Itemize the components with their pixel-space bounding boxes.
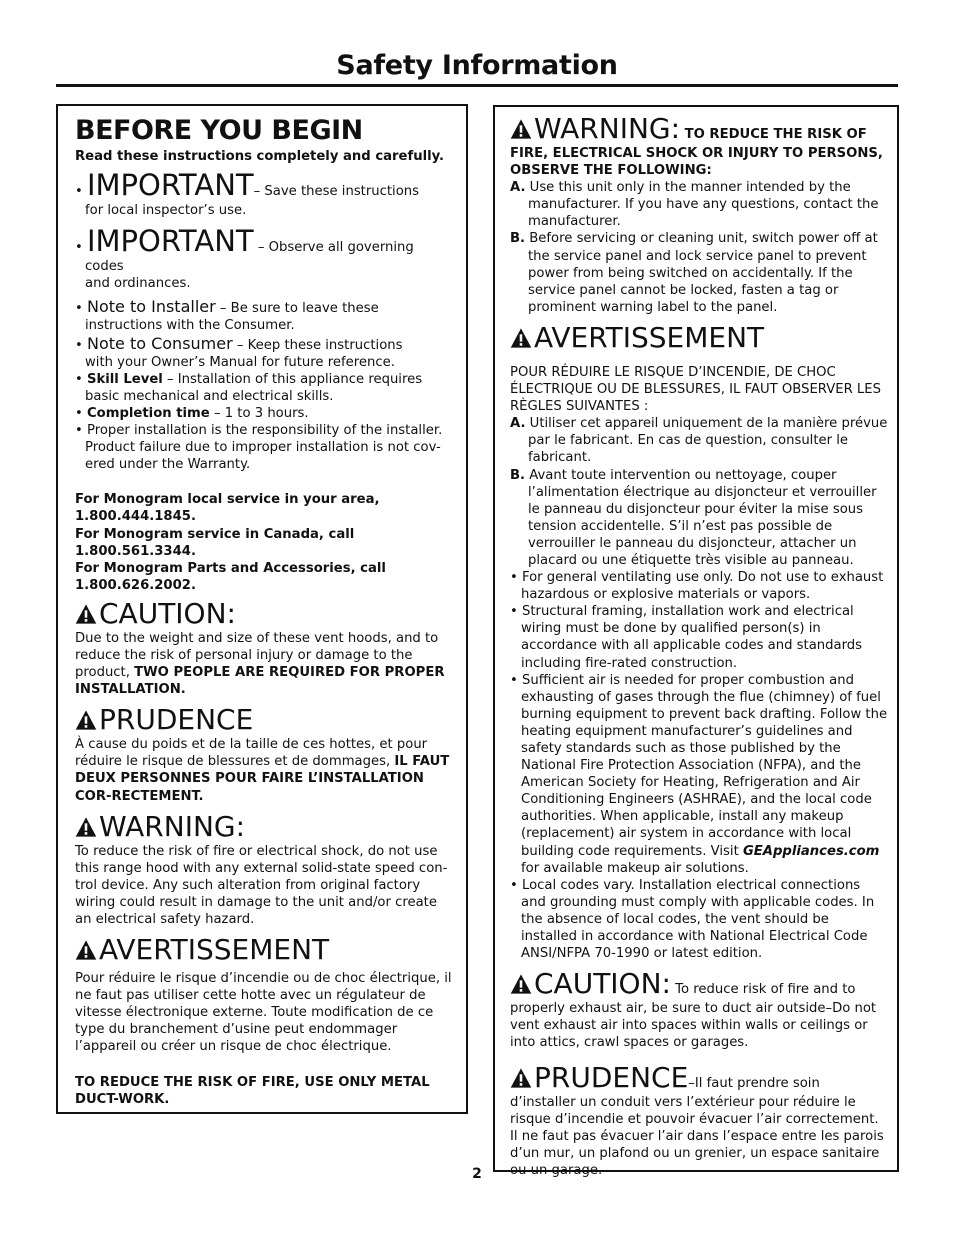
warning-triangle-icon <box>510 118 532 140</box>
caution-text: Due to the weight and size of these vent hoods, and to reduce the risk of personal injury or damage to the product, TWO PEOPLE ARE REQUIRED FOR PROPER INSTALLATION. <box>75 630 445 698</box>
right-panel <box>493 105 899 1178</box>
service-canada-phone: 1.800.561.3344. <box>75 543 196 559</box>
service-parts: For Monogram Parts and Accessories, call <box>75 560 386 576</box>
service-parts-phone: 1.800.626.2002. <box>75 577 196 593</box>
ge-appliances-link[interactable]: GEAppliances.com <box>742 843 880 859</box>
avertissement-heading: AVERTISSEMENT <box>510 322 889 354</box>
title-divider <box>56 84 898 87</box>
bullet-sufficient-air: • Sufficient air is needed for proper combustion and exhausting of gases through the flue (chimney) of fuel burning equipment to prevent back drafting. Follow the heating equipment manufacturer’s guidelines and safety standards such as those published by the National Fire Protection Association (NFPA), and the American Society for Heating, Refrigeration and Air Conditioning Engineers (ASHRAE), and the local code authorities. When applicable, install any makeup (replacement) air system in accordance with local building code requirements. Visit GEAppliances.com for available makeup air solutions. <box>510 672 888 876</box>
prudence-block: PRUDENCE–Il faut prendre soin d’installer un conduit vers l’extérieur pour réduire le risque d’incendie et pouvoir évacuer l’air correctement. <box>510 1060 879 1127</box>
page-number: 2 <box>472 1166 482 1182</box>
warning-triangle-icon <box>75 709 97 731</box>
warning-triangle-icon <box>510 973 532 995</box>
completion-time: • Completion time – 1 to 3 hours. <box>75 405 309 421</box>
important-note-1: • IMPORTANT– Save these instructions <box>75 168 420 203</box>
bullet-general-use: • For general ventilating use only. Do not use to exhaust hazardous or explosive materials or vapors. <box>510 570 884 603</box>
bullet-structural: • Structural framing, installation work and electrical wiring must be done by qualified person(s) in accordance with all applicable codes and standards including fire-rated construction. <box>510 604 863 671</box>
before-you-begin-heading: BEFORE YOU BEGIN <box>75 115 363 146</box>
service-local: For Monogram local service in your area, <box>75 492 380 508</box>
note-to-consumer-cont: with your Owner’s Manual for future reference. <box>85 354 395 370</box>
important-note-2: • IMPORTANT – Observe all governing codes <box>75 224 414 275</box>
before-subheading: Read these instructions completely and carefully. <box>75 149 445 164</box>
service-canada: For Monogram service in Canada, call <box>75 526 355 542</box>
warning-triangle-icon <box>75 816 97 838</box>
warning-triangle-icon <box>510 327 532 349</box>
avertissement-item-b: B. Avant toute intervention ou nettoyage, couper l’alimentation électrique au disjoncteur et verrouiller le panneau du disjoncteur pour éviter la mise sous tension accidentelle. S’il n’est pas possible de verrouiller le panneau du disjoncteur, attacher un placard ou une étiquette très visible au panneau. <box>510 467 877 568</box>
avertissement-text: Pour réduire le risque d’incendie ou de choc électrique, il ne faut pas utiliser cette hotte avec un régulateur de vitesse électronique externe. Toute modification de ce type du branchement d’usine peut endommager l’appareil ou créer un risque de choc électrique. <box>75 971 452 1055</box>
note-to-installer: • Note to Installer – Be sure to leave these <box>75 297 379 317</box>
caution-heading: CAUTION: <box>510 967 671 1000</box>
important-note-2-cont: and ordinances. <box>85 276 191 292</box>
proper-installation: • Proper installation is the responsibility of the installer. Product failure due to improper installation is not cov-ered under the Warranty. <box>75 423 443 473</box>
skill-level: • Skill Level – Installation of this appliance requires basic mechanical and electrical skills. <box>75 371 423 404</box>
prudence-text-2: Il ne faut pas évacuer l’air dans l’espace entre les parois d’un mur, un plafond ou un grenier, un espace sanitaire ou un garage. <box>510 1128 884 1178</box>
prudence-heading: PRUDENCE <box>75 704 454 736</box>
warning-triangle-icon <box>75 603 97 625</box>
warning-heading: WARNING: <box>510 112 680 145</box>
avertissement-heading: AVERTISSEMENT <box>75 934 454 966</box>
important-note-1-cont: for local inspector’s use. <box>85 203 247 219</box>
warning-item-a: A. Use this unit only in the manner intended by the manufacturer. If you have any questions, contact the manufacturer. <box>510 180 879 230</box>
page-title: Safety Information <box>336 50 618 81</box>
service-local-phone: 1.800.444.1845. <box>75 509 196 525</box>
note-to-consumer: • Note to Consumer – Keep these instructions <box>75 333 403 353</box>
avertissement-item-a: A. Utiliser cet appareil uniquement de la manière prévue par le fabricant. En cas de question, consulter le fabricant. <box>510 416 888 466</box>
metal-ductwork-note: TO REDUCE THE RISK OF FIRE, USE ONLY METAL DUCT-WORK. <box>75 1074 430 1107</box>
prudence-heading: PRUDENCE <box>510 1061 688 1094</box>
caution-block: CAUTION: To reduce risk of fire and to properly exhaust air, be sure to duct air outside–Do not vent exhaust air into spaces within walls or ceilings or into attics, crawl spaces or garages. <box>510 967 877 1051</box>
warning-text: To reduce the risk of fire or electrical shock, do not use this range hood with any external solid-state speed con-trol device. Any such alteration from original factory wiring could result in damage to the unit and/or create an electrical safety hazard. <box>75 843 448 927</box>
warning-heading: WARNING: <box>75 811 454 843</box>
avertissement-lead: POUR RÉDUIRE LE RISQUE D’INCENDIE, DE CHOC ÉLECTRIQUE OU DE BLESSURES, IL FAUT OBSERVER LES RÈGLES SUIVANTES : <box>510 364 881 415</box>
warning-triangle-icon <box>510 1067 532 1089</box>
warning-item-b: B. Before servicing or cleaning unit, switch power off at the service panel and lock service panel to prevent power from being switched on accidentally. If the service panel cannot be locked, fasten a tag or prominent warning label to the panel. <box>510 231 878 315</box>
caution-heading: CAUTION: <box>75 598 454 630</box>
bullet-local-codes: • Local codes vary. Installation electrical connections and grounding must comply with applicable codes. In the absence of local codes, the vent should be installed in accordance with National Electrical Code ANSI/NFPA 70-1990 or latest edition. <box>510 877 875 962</box>
prudence-text: À cause du poids et de la taille de ces hottes, et pour réduire le risque de blessures et de dommages, IL FAUT DEUX PERSONNES POUR FAIRE L’INSTALLATION COR-RECTEMENT. <box>75 737 450 804</box>
warning-block: WARNING: TO REDUCE THE RISK OF FIRE, ELECTRICAL SHOCK OR INJURY TO PERSONS, OBSERVE THE FOLLOWING: <box>510 112 883 179</box>
note-to-installer-cont: instructions with the Consumer. <box>85 318 295 334</box>
left-panel <box>56 104 468 1114</box>
warning-triangle-icon <box>75 939 97 961</box>
